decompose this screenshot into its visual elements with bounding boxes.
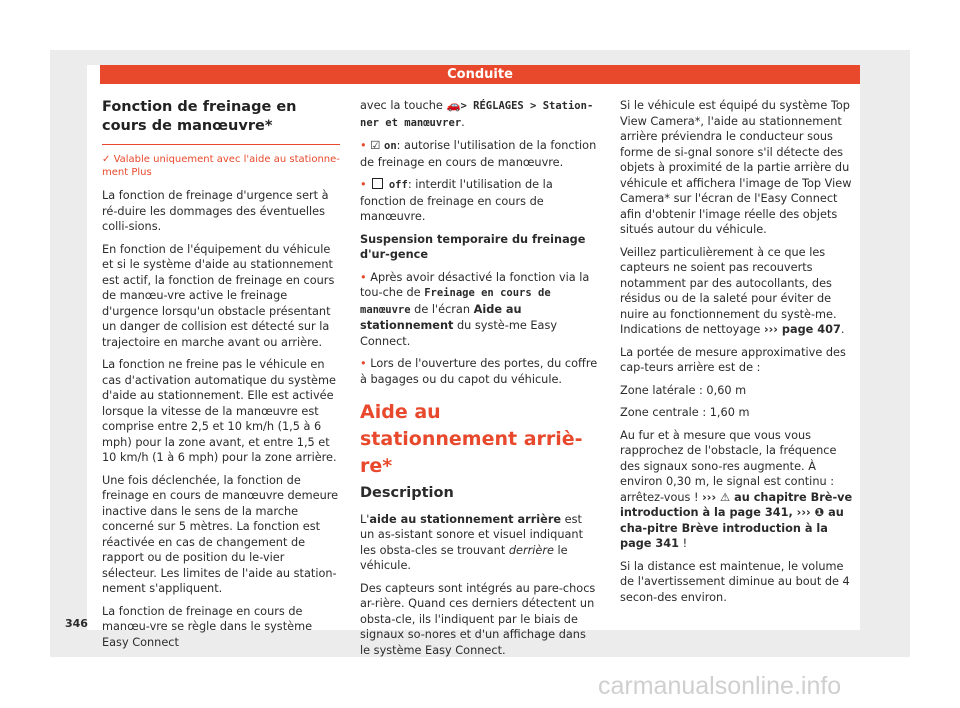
paragraph: Une fois déclenchée, la fonction de freinage en cours de manœuvre demeure inactive dans le sens de la marche concerné sur 5 mètres. La fonction est réactivée en cas de changement de rapport ou de position du le-vier sélecteur. Les limites de l'aide au station-nement s'appliquent. xyxy=(102,473,339,595)
warning-link[interactable]: ››› ⚠ au chapitre Brè-ve introduction à la page 341 xyxy=(620,490,853,519)
paragraph: La portée de mesure approximative des cap-teurs arrière est de : xyxy=(620,345,846,374)
page-link[interactable]: ››› page 407 xyxy=(763,323,841,336)
list-item: • ☑ on: autorise l'utilisation de la fonction de freinage en cours de manœuvre. xyxy=(360,139,597,169)
availability-note: ✓ Valable uniquement avec l'aide au stationne-ment Plus xyxy=(102,154,340,178)
paragraph: La fonction de freinage en cours de manœu-vre se règle dans le système Easy Connect xyxy=(102,604,313,649)
note-link[interactable]: , ››› ❶ au cha-pitre Brève introduction à la page 341 xyxy=(620,506,844,550)
chapter-title: Aide au stationnement arriè-re* xyxy=(360,401,583,477)
paragraph: La fonction ne freine pas le véhicule en cas d'activation automatique du système d'aide au stationnement. Elle est activée lorsque la vitesse de la manœuvre est comprise entre 2,5 et 10 km/h (1,5 à 6 mph) pour la zone avant, et entre 1,5 et 10 km/h (1 à 6 mph) pour la zone arrière. xyxy=(102,358,337,464)
subheading: Suspension temporaire du freinage d'ur-gence xyxy=(360,232,586,261)
watermark: carmanualsonline.info xyxy=(598,672,842,700)
checkbox-checked-icon: ☑ xyxy=(370,139,381,152)
paragraph: Au fur et à mesure que vous vous rapprochez de l'obstacle, la fréquence des signaux sono-res augmente. À environ 0,30 m, le signal est continu : arrêtez-vous ! ››› ⚠ au chapitre Brè-ve introduction à la page 341, ››› ❶ au cha-pitre Brève introduction à la page 341 ! xyxy=(620,428,853,550)
range-lateral: Zone latérale : 0,60 m xyxy=(620,383,747,397)
section-title: Fonction de freinage en cours de manœuvre* xyxy=(102,98,340,145)
paragraph: Veillez particulièrement à ce que les capteurs ne soient pas recouverts notamment par des autocollants, des résidus ou de la saleté pour éviter de nuire au fonctionnement du systè-me. Indications de nettoyage ››› page 407. xyxy=(620,245,845,336)
column-3 xyxy=(620,98,858,612)
list-item: • Après avoir désactivé la fonction via la tou-che de Freinage en cours de manœuvre de l'écran Aide au stationnement du systè-me Easy Connect. xyxy=(360,270,590,348)
paragraph: Des capteurs sont intégrés au pare-chocs ar-rière. Quand ces derniers détectent un obsta-cle, ils l'indiquent par le biais de signaux so-nores et d'un affichage dans le système Easy Connect. xyxy=(360,581,596,657)
page-number: 346 xyxy=(65,617,88,630)
paragraph: En fonction de l'équipement du véhicule et si le système d'aide au stationnement est actif, la fonction de freinage en cours de manœu-vre active le freinage d'urgence lorsqu'un obstacle présentant un danger de collision est détecté sur la trajectoire en marche avant ou arrière. xyxy=(102,242,335,349)
column-2 xyxy=(360,98,598,665)
paragraph: La fonction de freinage d'urgence sert à ré-duire les dommages des éventuelles colli-sions. xyxy=(102,189,329,233)
list-item: • off: interdit l'utilisation de la fonction de freinage en cours de manœuvre. xyxy=(360,178,553,223)
checkbox-empty-icon xyxy=(372,178,383,189)
list-item: • Lors de l'ouverture des portes, du coffre à bagages ou du capot du véhicule. xyxy=(360,357,598,386)
paragraph: L'aide au stationnement arrière est un as-sistant sonore et visuel indiquant les obsta-cles se trouvant derrière le véhicule. xyxy=(360,512,584,572)
car-icon: 🚗 xyxy=(446,99,461,112)
range-central: Zone centrale : 1,60 m xyxy=(620,406,750,419)
paragraph: Si le véhicule est équipé du système Top View Camera*, l'aide au stationnement arrière préviendra le conducteur sous forme de si-gnal sonore s'il détecte des objets à proximité de la partie arrière du véhicule et affichera l'image de Top View Camera* sur l'écran de l'Easy Connect afin d'obtenir l'image réelle des objets situés autour du véhicule. xyxy=(620,99,852,236)
chapter-header: Conduite xyxy=(100,65,860,84)
paragraph: avec la touche 🚗> RÉGLAGES > Station-ner et manœuvrer. xyxy=(360,99,594,129)
description-heading: Description xyxy=(360,485,454,501)
paragraph: Si la distance est maintenue, le volume de l'avertissement diminue au bout de 4 secon-des environ. xyxy=(620,559,850,604)
column-1 xyxy=(102,98,340,657)
